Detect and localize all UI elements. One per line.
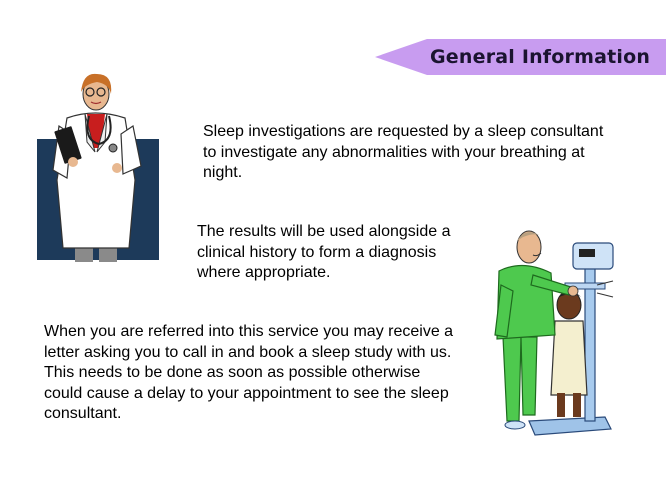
doctor-illustration: [37, 70, 162, 265]
results-paragraph: The results will be used alongside a clinical history to form a diagnosis where appropriate.: [197, 223, 451, 281]
intro-paragraph: Sleep investigations are requested by a sleep consultant to investigate any abnormalities with your breathing at night.: [203, 123, 604, 181]
referral-paragraph: When you are referred into this service you may receive a letter asking you to call in and book a sleep study with us. This needs to be done as soon as possible otherwise could cause a delay to your appointment to see the sleep consultant.: [44, 323, 454, 422]
section-header-banner: [375, 39, 666, 75]
nurse-weighing-patient-illustration: [493, 225, 618, 440]
page-title: General Information: [430, 46, 651, 68]
